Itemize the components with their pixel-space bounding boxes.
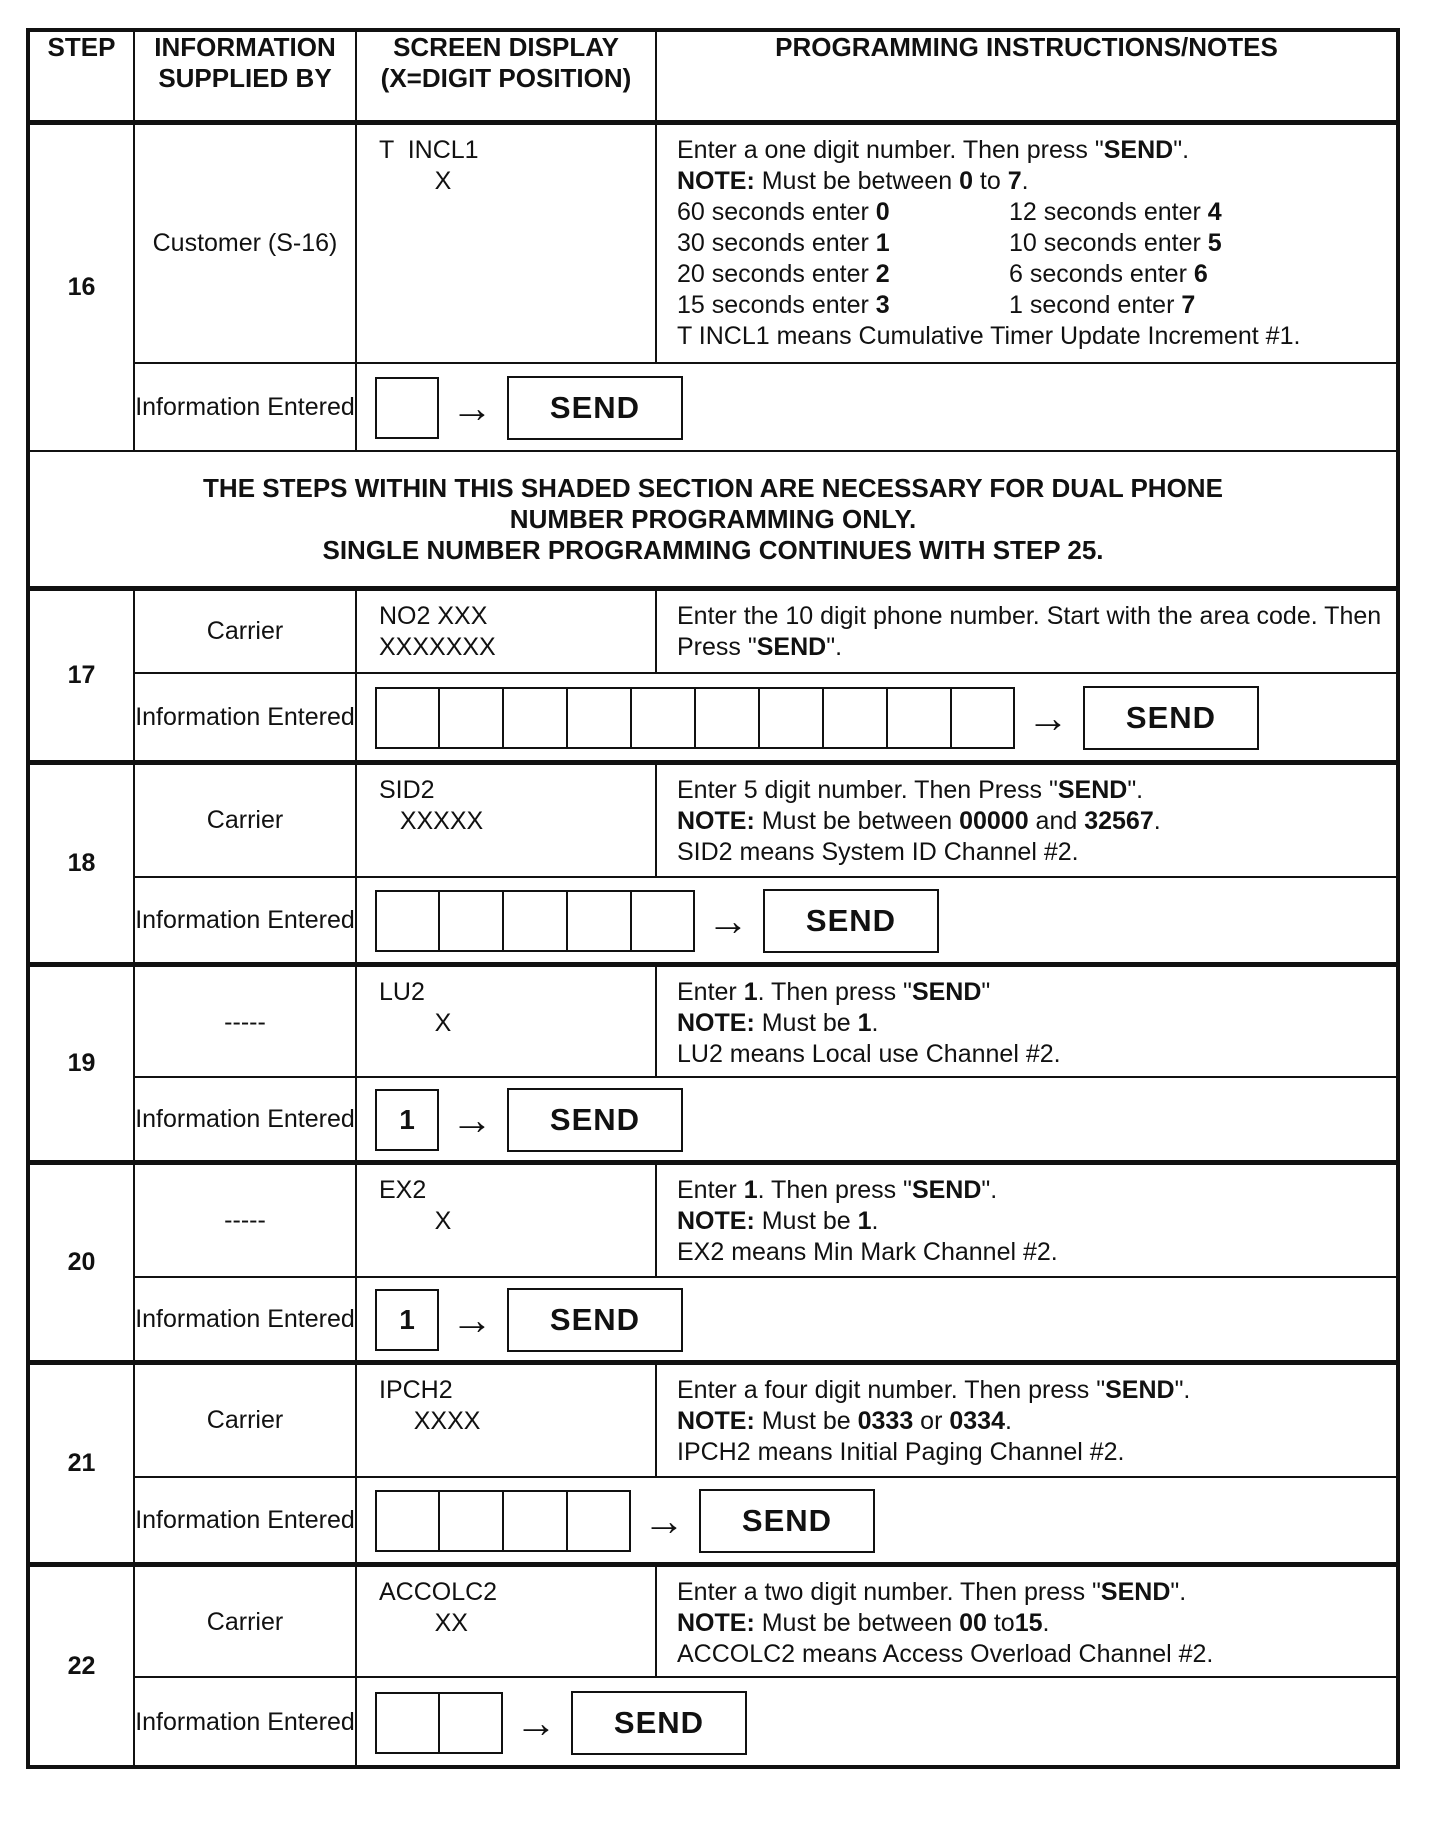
digit-boxes	[375, 1490, 631, 1552]
info-supplier: -----	[134, 1163, 356, 1277]
step-number: 21	[28, 1363, 134, 1565]
step-22-row	[28, 1565, 1398, 1678]
screen-line: T INCL1	[379, 136, 479, 164]
info-entered-label: Information Entered	[134, 877, 356, 965]
entry-area	[356, 1477, 1398, 1565]
digit-boxes	[375, 377, 439, 439]
info-entered-label: Information Entered	[134, 1677, 356, 1767]
digit-boxes	[375, 890, 695, 952]
screen-display	[356, 589, 656, 673]
screen-display	[356, 123, 656, 363]
send-button[interactable]: SEND	[507, 1288, 683, 1352]
digit-box[interactable]	[503, 890, 567, 952]
digit-box[interactable]	[439, 687, 503, 749]
arrow-right-icon: →	[451, 1295, 493, 1343]
step-18-entry-row	[28, 877, 1398, 965]
info-entered-label: Information Entered	[134, 673, 356, 763]
programming-table	[26, 28, 1400, 1769]
timer-option: 20 seconds enter 2	[677, 260, 890, 288]
banner-line: THE STEPS WITHIN THIS SHADED SECTION ARE NECESSARY FOR DUAL PHONE NUMBER PROGRAMMING ONLY.	[203, 473, 1223, 535]
dual-number-banner	[28, 451, 1398, 589]
programming-notes: Enter a four digit number. Then press "SEND". NOTE: Must be 0333 or 0334. IPCH2 means Initial Paging Channel #2.	[656, 1363, 1398, 1477]
send-button[interactable]: SEND	[763, 889, 939, 953]
screen-digit-positions: XXXXXXX	[379, 633, 496, 661]
step-18-row	[28, 763, 1398, 877]
send-button[interactable]: SEND	[507, 1088, 683, 1152]
header-programming-notes: PROGRAMMING INSTRUCTIONS/NOTES	[656, 30, 1398, 123]
send-button[interactable]: SEND	[699, 1489, 875, 1553]
digit-box[interactable]	[951, 687, 1015, 749]
programming-notes: Enter a one digit number. Then press "SEND". NOTE: Must be between 0 to 7. 60 seconds enter 0 12 seconds enter 4 30 seconds enter 1 10 seconds enter 5 20 seconds enter 2 6 seconds enter 6 15 seconds enter 3 1 second enter 7 T INCL1 means Cumulative Timer Update Increment #1.	[656, 123, 1398, 363]
info-entered-label: Information Entered	[134, 1077, 356, 1163]
step-20-row	[28, 1163, 1398, 1277]
step-17-entry-row	[28, 673, 1398, 763]
digit-box[interactable]	[567, 1490, 631, 1552]
dual-number-banner-row	[28, 451, 1398, 589]
info-supplier: Carrier	[134, 1363, 356, 1477]
entry-area	[356, 877, 1398, 965]
step-22-entry-row	[28, 1677, 1398, 1767]
digit-box[interactable]	[631, 890, 695, 952]
digit-box[interactable]	[823, 687, 887, 749]
digit-box[interactable]	[631, 687, 695, 749]
info-supplier: Customer (S-16)	[134, 123, 356, 363]
digit-box[interactable]	[759, 687, 823, 749]
timer-option: 10 seconds enter 5	[1009, 229, 1222, 257]
send-button[interactable]: SEND	[1083, 686, 1259, 750]
digit-box[interactable]	[887, 687, 951, 749]
digit-boxes	[375, 1289, 439, 1351]
info-supplier: Carrier	[134, 589, 356, 673]
step-number: 22	[28, 1565, 134, 1768]
digit-box[interactable]	[503, 1490, 567, 1552]
info-entered-label: Information Entered	[134, 1277, 356, 1363]
programming-notes: Enter a two digit number. Then press "SEND". NOTE: Must be between 00 to15. ACCOLC2 means Access Overload Channel #2.	[656, 1565, 1398, 1678]
screen-digit-positions: X	[379, 167, 452, 195]
programming-notes: Enter 1. Then press "SEND". NOTE: Must be 1. EX2 means Min Mark Channel #2.	[656, 1163, 1398, 1277]
arrow-right-icon: →	[451, 383, 493, 431]
arrow-right-icon: →	[643, 1496, 685, 1544]
step-number: 20	[28, 1163, 134, 1363]
screen-display	[356, 1363, 656, 1477]
send-button[interactable]: SEND	[507, 376, 683, 440]
programming-table-page	[26, 28, 1396, 1800]
screen-digit-positions: XXXX	[379, 1407, 481, 1435]
header-info-supplied-by: INFORMATION SUPPLIED BY	[134, 30, 356, 123]
screen-display	[356, 1565, 656, 1678]
screen-display	[356, 965, 656, 1078]
digit-box[interactable]	[375, 377, 439, 439]
programming-notes: Enter the 10 digit phone number. Start with the area code. Then Press "SEND".	[656, 589, 1398, 673]
screen-line: SID2	[379, 776, 435, 804]
step-number: 18	[28, 763, 134, 965]
table-header	[28, 30, 1398, 123]
step-16-entry-row	[28, 363, 1398, 451]
digit-box[interactable]: 1	[375, 1289, 439, 1351]
screen-digit-positions: X	[379, 1009, 452, 1037]
info-entered-label: Information Entered	[134, 363, 356, 451]
screen-line: IPCH2	[379, 1376, 453, 1404]
digit-box[interactable]	[439, 1490, 503, 1552]
entry-area	[356, 1077, 1398, 1163]
step-number: 19	[28, 965, 134, 1163]
digit-boxes	[375, 1089, 439, 1151]
digit-box[interactable]	[503, 687, 567, 749]
step-19-row	[28, 965, 1398, 1078]
programming-notes: Enter 5 digit number. Then Press "SEND". NOTE: Must be between 00000 and 32567. SID2 means System ID Channel #2.	[656, 763, 1398, 877]
step-number: 16	[28, 123, 134, 451]
banner-line: SINGLE NUMBER PROGRAMMING CONTINUES WITH STEP 25.	[322, 535, 1104, 566]
entry-area	[356, 363, 1398, 451]
timer-option: 6 seconds enter 6	[1009, 260, 1208, 288]
arrow-right-icon: →	[515, 1698, 557, 1746]
timer-option: 12 seconds enter 4	[1009, 198, 1222, 226]
digit-box[interactable]	[375, 687, 439, 749]
digit-box[interactable]	[567, 687, 631, 749]
digit-box[interactable]	[567, 890, 631, 952]
digit-box[interactable]	[439, 1692, 503, 1754]
step-21-entry-row	[28, 1477, 1398, 1565]
programming-notes: Enter 1. Then press "SEND" NOTE: Must be 1. LU2 means Local use Channel #2.	[656, 965, 1398, 1078]
timer-options-table	[677, 197, 1384, 321]
screen-line: NO2 XXX	[379, 602, 488, 630]
timer-option: 1 second enter 7	[1009, 291, 1196, 319]
step-20-entry-row	[28, 1277, 1398, 1363]
step-17-row	[28, 589, 1398, 673]
header-step: STEP	[28, 30, 134, 123]
timer-option: 60 seconds enter 0	[677, 198, 890, 226]
digit-boxes	[375, 687, 1015, 749]
step-number: 17	[28, 589, 134, 763]
arrow-right-icon: →	[707, 896, 749, 944]
step-16-row	[28, 123, 1398, 363]
entry-area	[356, 1677, 1398, 1767]
digit-box[interactable]	[439, 890, 503, 952]
digit-boxes	[375, 1692, 503, 1754]
screen-display	[356, 763, 656, 877]
info-supplier: Carrier	[134, 763, 356, 877]
digit-box[interactable]	[695, 687, 759, 749]
digit-box[interactable]	[375, 1490, 439, 1552]
digit-box[interactable]	[375, 890, 439, 952]
entry-area	[356, 1277, 1398, 1363]
screen-line: ACCOLC2	[379, 1578, 498, 1606]
timer-option: 30 seconds enter 1	[677, 229, 890, 257]
arrow-right-icon: →	[451, 1096, 493, 1143]
send-button[interactable]: SEND	[571, 1691, 747, 1755]
digit-box[interactable]	[375, 1692, 439, 1754]
info-supplier: Carrier	[134, 1565, 356, 1678]
timer-option: 15 seconds enter 3	[677, 291, 890, 319]
screen-display	[356, 1163, 656, 1277]
entry-area	[356, 673, 1398, 763]
screen-digit-positions: X	[379, 1207, 452, 1235]
info-supplier: -----	[134, 965, 356, 1078]
screen-line: EX2	[379, 1176, 427, 1204]
arrow-right-icon: →	[1027, 693, 1069, 741]
header-screen-display: SCREEN DISPLAY (X=DIGIT POSITION)	[356, 30, 656, 123]
step-21-row	[28, 1363, 1398, 1477]
step-19-entry-row	[28, 1077, 1398, 1163]
screen-digit-positions: XXXXX	[379, 807, 484, 835]
screen-digit-positions: XX	[379, 1609, 468, 1637]
screen-line: LU2	[379, 978, 425, 1006]
digit-box[interactable]: 1	[375, 1089, 439, 1151]
info-entered-label: Information Entered	[134, 1477, 356, 1565]
